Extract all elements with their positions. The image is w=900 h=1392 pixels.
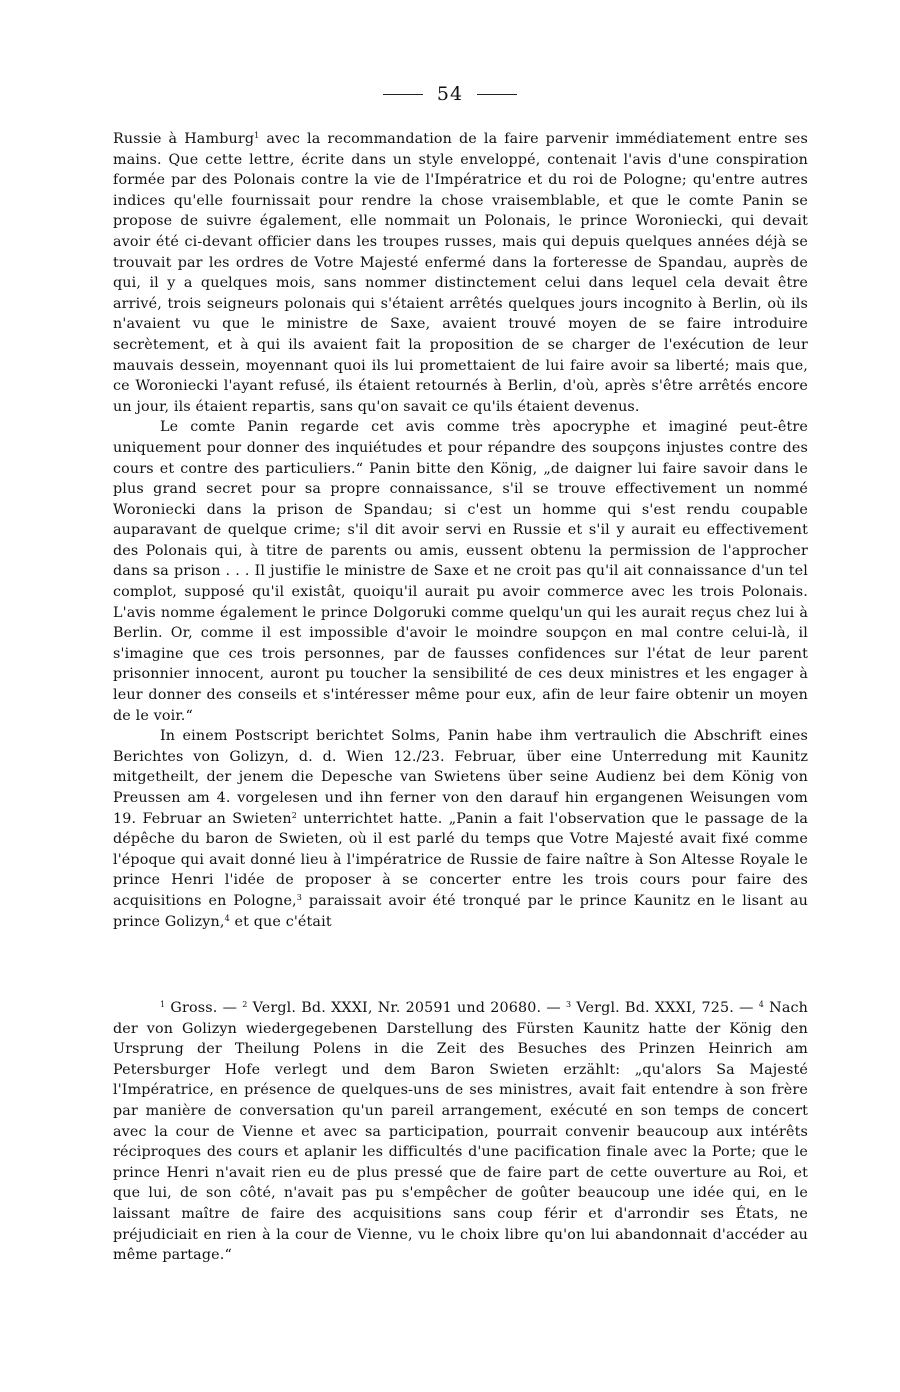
header-dash-right [477, 94, 517, 95]
header-dash-left [383, 94, 423, 95]
page-header [0, 82, 900, 106]
footnote-marker: 2 [291, 810, 297, 820]
text-segment: Le comte Panin regarde cet avis comme très apocryphe et imaginé peut-être uniquement pour donner des inquiétudes et pour répandre des soupçons injustes contre des cours et contre des particuliers.“ Panin bitte den König, „de daigner lui faire savoir dans le plus grand secret pour sa propre connaissance, s'il se trouve effectivement un nommé Woroniecki dans la prison de Spandau; si c'est un homme qui s'est rendu coupable auparavant de quelque crime; s'il dit avoir servi en Russie et s'il y aurait eu effectivement des Polonais qui, à titre de parents ou amis, eussent obtenu la permission de l'approcher dans sa prison . . . Il justifie le ministre de Saxe et ne croit pas qu'il ait connaissance d'un tel complot, supposé qu'il existât, quoiqu'il aurait pu avoir commerce avec les trois Polonais. L'avis nomme également le prince Dolgoruki comme quelqu'un qui les aurait reçus chez lui à Berlin. Or, comme il est impossible d'avoir le moindre soupçon en mal contre celui-là, il s'imagine que ces trois personnes, par de fausses confidences sur l'état de leur parent prisonnier innocent, auront pu toucher la sensibilité de ces deux ministres et les engager à leur donner des conseils et s'intéresser même pour eux, afin de leur faire obtenir un moyen de le voir.“ [113, 419, 808, 724]
footnotes [113, 998, 808, 1266]
text-segment: unterrichtet hatte. „Panin a fait l'observation que le passage de la dépêche du baron de Swieten, où il est parlé du temps que Votre Majesté avait fixé comme l'époque qui avait donné lieu à l'impératrice de Russie de faire naître à Son Altesse Royale le prince Henri l'idée de proposer à se concerter entre les trois cours pour faire des acquisitions en Pologne, [113, 810, 808, 909]
text-segment: paraissait avoir été tronqué par le prince Kaunitz en le lisant au prince Golizyn, [113, 892, 808, 930]
footnote-block [113, 998, 808, 1266]
footnote-marker: 2 [242, 1000, 248, 1009]
footnote-marker: 4 [758, 1000, 764, 1009]
text-segment: Gross. — [165, 1000, 243, 1016]
paragraph-2 [113, 417, 808, 726]
text-segment: Vergl. Bd. XXXI, Nr. 20591 und 20680. — [247, 1000, 566, 1016]
text-segment: et que c'était [229, 913, 332, 930]
footnote-marker: 3 [565, 1000, 572, 1009]
footnote-marker: 1 [254, 131, 260, 140]
text-segment: In einem Postscript berichtet Solms, Panin habe ihm vertraulich die Abschrift eines Berichtes von Golizyn, d. d. Wien 12./23. Februar, über eine Unterredung mit Kaunitz mitgetheilt, der jenem die Depesche van Swietens über seine Audienz bei dem König von Preussen am 4. vorgelesen und ihn ferner von den darauf hin ergangenen Weisungen vom 19. Februar an Swieten [113, 728, 808, 827]
footnote-marker: 3 [296, 892, 302, 902]
paragraph-1 [113, 129, 808, 417]
footnote-marker: 4 [224, 913, 230, 923]
text-segment: Vergl. Bd. XXXI, 725. — [571, 1000, 759, 1016]
page-number: 54 [436, 83, 464, 105]
footnote-marker: 1 [160, 1000, 166, 1009]
text-segment: Nach der von Golizyn wiedergegebenen Darstellung des Fürsten Kaunitz hatte der König den Ursprung der Theilung Polens in die Zeit des Besuches des Prinzen Heinrich am Petersburger Hofe verlegt und dem Baron Swieten erzählt: „qu'alors Sa Majesté l'Impératrice, en présence de quelques-uns de ses ministres, avait fait entendre à son frère par manière de conversation qu'un pareil arrangement, exécuté en son temps de concert avec la cour de Vienne et avec sa participation, pourrait convenir beaucoup aux intérêts réciproques des cours et aplanir les difficultés d'une pacification finale avec la Porte; que le prince Henri n'avait rien eu de plus pressé que de faire part de cette ouverture au Roi, et que lui, de son côté, n'avait pas pu s'empêcher de goûter beaucoup une idée qui, en le laissant maître de faire des acquisitions sans coup férir et d'arrondir ses États, ne préjudiciait en rien à la cour de Vienne, vu le choix libre qu'on lui abandonnait d'accéder au même partage.“ [113, 1000, 809, 1264]
text-segment: Russie à Hamburg [113, 131, 255, 147]
text-segment: avec la recommandation de la faire parvenir immédiatement entre ses mains. Que cette lettre, écrite dans un style enveloppé, contenait l'avis d'une conspiration formée par des Polonais contre la vie de l'Impératrice et du roi de Pologne; qu'entre autres indices qu'elle fournissait pour rendre la chose vraisemblable, et que le comte Panin se propose de suivre également, elle nommait un Polonais, le prince Woroniecki, qui devait avoir été ci-devant officier dans les troupes russes, mais qui depuis quelques années déjà se trouvait par les ordres de Votre Majesté enfermé dans la forteresse de Spandau, auprès de qui, il y a quelques mois, sans nommer distinctement celui dans lequel cela devait être arrivé, trois seigneurs polonais qui s'étaient arrêtés quelques jours incognito à Berlin, où ils n'avaient vu que le ministre de Saxe, avaient trouvé moyen de se faire introduire secrètement, et à qui ils avaient fait la proposition de se charger de l'exécution de leur mauvais dessein, moyennant quoi ils lui promettaient de lui faire avoir sa liberté; mais que, ce Woroniecki l'ayant refusé, ils étaient retournés à Berlin, d'où, après s'être arrêtés encore un jour, ils étaient repartis, sans qu'on savait ce qu'ils étaient devenus. [113, 131, 808, 415]
body-text [113, 129, 808, 932]
paragraph-3 [113, 726, 808, 932]
